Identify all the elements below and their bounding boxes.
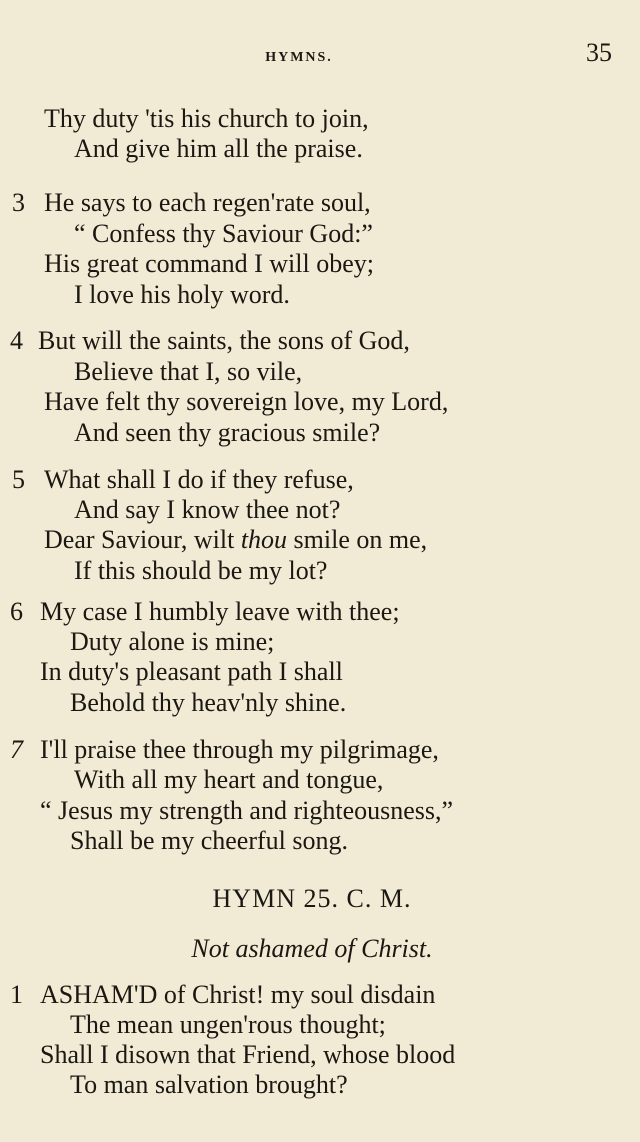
stanza-number: 3 xyxy=(12,188,25,217)
verse-line: His great command I will obey; xyxy=(44,249,374,278)
hymn-subtitle: Not ashamed of Christ. xyxy=(191,934,433,963)
verse-line: Duty alone is mine; xyxy=(70,627,275,656)
verse-line: My case I humbly leave with thee; xyxy=(40,597,400,626)
verse-line: He says to each regen'rate soul, xyxy=(44,188,371,217)
verse-line-text: Dear Saviour, wilt xyxy=(44,525,235,554)
verse-line: “ Jesus my strength and righteousness,” xyxy=(40,796,454,825)
verse-line-tail: smile on me, xyxy=(293,525,428,554)
page-number: 35 xyxy=(586,38,612,67)
verse-line: ASHAM'D of Christ! my soul disdain xyxy=(40,980,436,1009)
running-title: HYMNS. xyxy=(265,50,333,65)
verse-line: But will the saints, the sons of God, xyxy=(38,326,410,355)
verse-line: If this should be my lot? xyxy=(74,556,328,585)
verse-line: To man salvation brought? xyxy=(70,1070,348,1099)
stanza-number: 7 xyxy=(10,735,23,764)
stanza-number: 1 xyxy=(10,980,23,1009)
stanza-number: 4 xyxy=(10,326,23,355)
verse-line xyxy=(44,525,427,555)
verse-line: What shall I do if they refuse, xyxy=(44,465,354,494)
italic-word: thou xyxy=(240,525,288,554)
verse-line: I'll praise thee through my pilgrimage, xyxy=(40,735,439,764)
verse-line: Thy duty 'tis his church to join, xyxy=(44,104,369,133)
verse-line: I love his holy word. xyxy=(74,280,290,309)
stanza-number: 6 xyxy=(10,597,23,626)
verse-line: “ Confess thy Saviour God:” xyxy=(74,219,373,248)
verse-line: And give him all the praise. xyxy=(74,134,363,163)
hymn-title: HYMN 25. C. M. xyxy=(212,884,412,913)
verse-line: Behold thy heav'nly shine. xyxy=(70,688,347,717)
verse-line: Shall be my cheerful song. xyxy=(70,826,348,855)
verse-line: Have felt thy sovereign love, my Lord, xyxy=(44,387,449,416)
verse-line: The mean ungen'rous thought; xyxy=(70,1010,386,1039)
stanza-number: 5 xyxy=(12,465,25,494)
verse-line: Believe that I, so vile, xyxy=(74,357,303,386)
verse-line: And say I know thee not? xyxy=(74,495,341,524)
verse-line: In duty's pleasant path I shall xyxy=(40,657,343,686)
verse-line: With all my heart and tongue, xyxy=(74,765,384,794)
verse-line: Shall I disown that Friend, whose blood xyxy=(40,1040,456,1069)
verse-line: And seen thy gracious smile? xyxy=(74,418,381,447)
